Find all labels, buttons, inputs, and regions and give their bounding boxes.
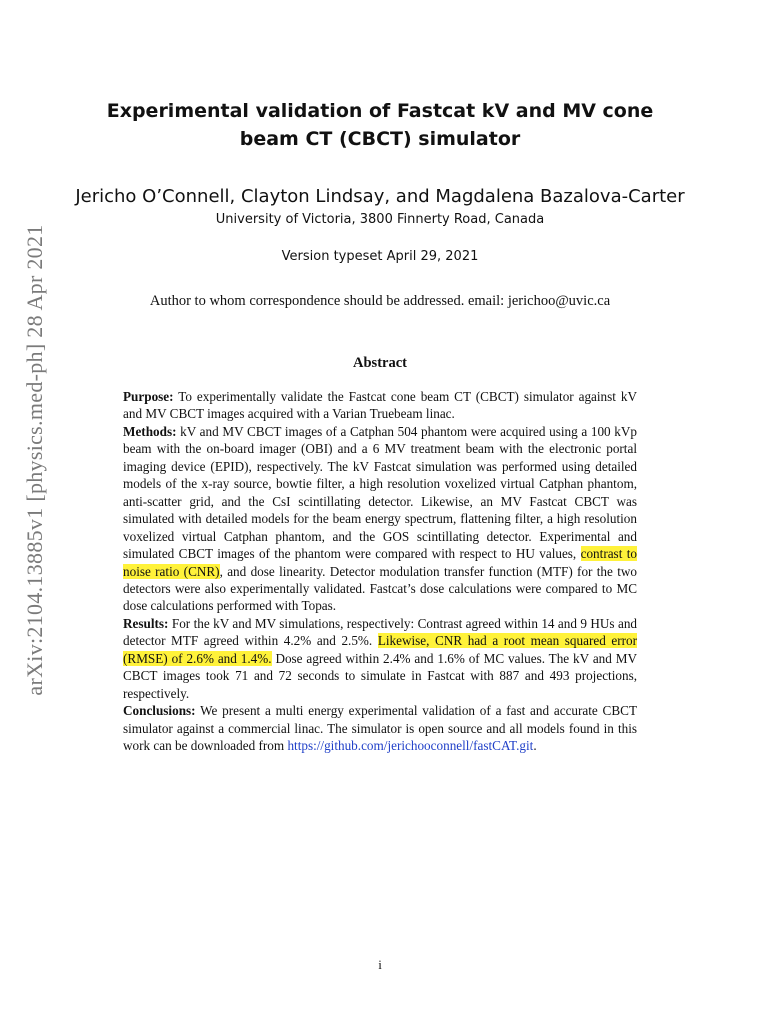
results-text-continued: Dose agreed within 2.4% and 1.6% of MC values. The kV and MV CBCT images took 71 and 72 seconds to simulate in Fastcat with 887 and 493 projections, respectively.	[123, 650, 637, 701]
version-date: Version typeset April 29, 2021	[281, 249, 479, 264]
conclusions-text: We present a multi energy experimental validation of a fast and accurate CBCT simulator against a commercial linac. The simulator is open source and all models found in this work can be downloaded from	[123, 703, 637, 754]
abstract-results	[123, 615, 637, 702]
page-number: i	[378, 957, 382, 972]
results-text: For the kV and MV simulations, respectively: Contrast agreed within 14 and 9 HUs and detector MTF agreed within 4.2% and 2.5%.	[123, 615, 638, 649]
methods-label: Methods:	[123, 423, 177, 439]
arxiv-stamp	[20, 0, 50, 1024]
methods-text-continued: , and dose linearity. Detector modulation transfer function (MTF) for the two detectors were also experimentally validated. Fastcat’s dose calculations were compared to MC dose calculations performed with Topas.	[123, 563, 637, 614]
paper-title: Experimental validation of Fastcat kV and MV cone beam CT (CBCT) simulator	[106, 100, 654, 150]
conclusions-label: Conclusions:	[123, 703, 196, 719]
highlight-rmse: Likewise, CNR had a root mean squared error (RMSE) of 2.6% and 1.4%.	[123, 633, 637, 666]
abstract-conclusions	[123, 702, 637, 754]
results-label: Results:	[123, 615, 169, 631]
abstract-body	[123, 388, 637, 755]
affiliation: University of Victoria, 3800 Finnerty Road, Canada	[215, 212, 545, 227]
methods-text: kV and MV CBCT images of a Catphan 504 phantom were acquired using a 100 kVp beam with the on-board imager (OBI) and a 6 MV treatment beam with the electronic portal imaging device (EPID), respectively. The kV Fastcat simulation was performed using detailed models of the x-ray source, bowtie filter, a high resolution voxelized virtual Catphan phantom, anti-scatter grid, and the CsI scintillating detector. Likewise, an MV Fastcat CBCT was simulated with detailed models for the beam energy spectrum, flattening filter, a high resolution voxelized virtual Catphan phantom, and the GOS scintillating detector. Experimental and simulated CBCT images of the phantom were compared with respect to HU values,	[123, 423, 637, 562]
abstract-purpose	[123, 388, 637, 423]
github-link[interactable]: https://github.com/jerichooconnell/fastCAT.git	[287, 738, 534, 754]
conclusions-period: .	[533, 738, 537, 754]
purpose-text: To experimentally validate the Fastcat cone beam CT (CBCT) simulator against kV and MV CBCT images acquired with a Varian Truebeam linac.	[123, 389, 637, 422]
correspondence-note: Author to whom correspondence should be addressed. email: jerichoo@uvic.ca	[149, 293, 611, 309]
highlight-cnr: contrast to noise ratio (CNR)	[123, 546, 637, 579]
purpose-label: Purpose:	[123, 389, 174, 404]
arxiv-identifier[interactable]: arXiv:2104.13885v1 [physics.med-ph] 28 Apr 2021	[22, 224, 47, 696]
author-list: Jericho O’Connell, Clayton Lindsay, and Magdalena Bazalova-Carter	[75, 186, 685, 207]
abstract-methods	[123, 423, 637, 615]
abstract-heading: Abstract	[353, 355, 407, 371]
